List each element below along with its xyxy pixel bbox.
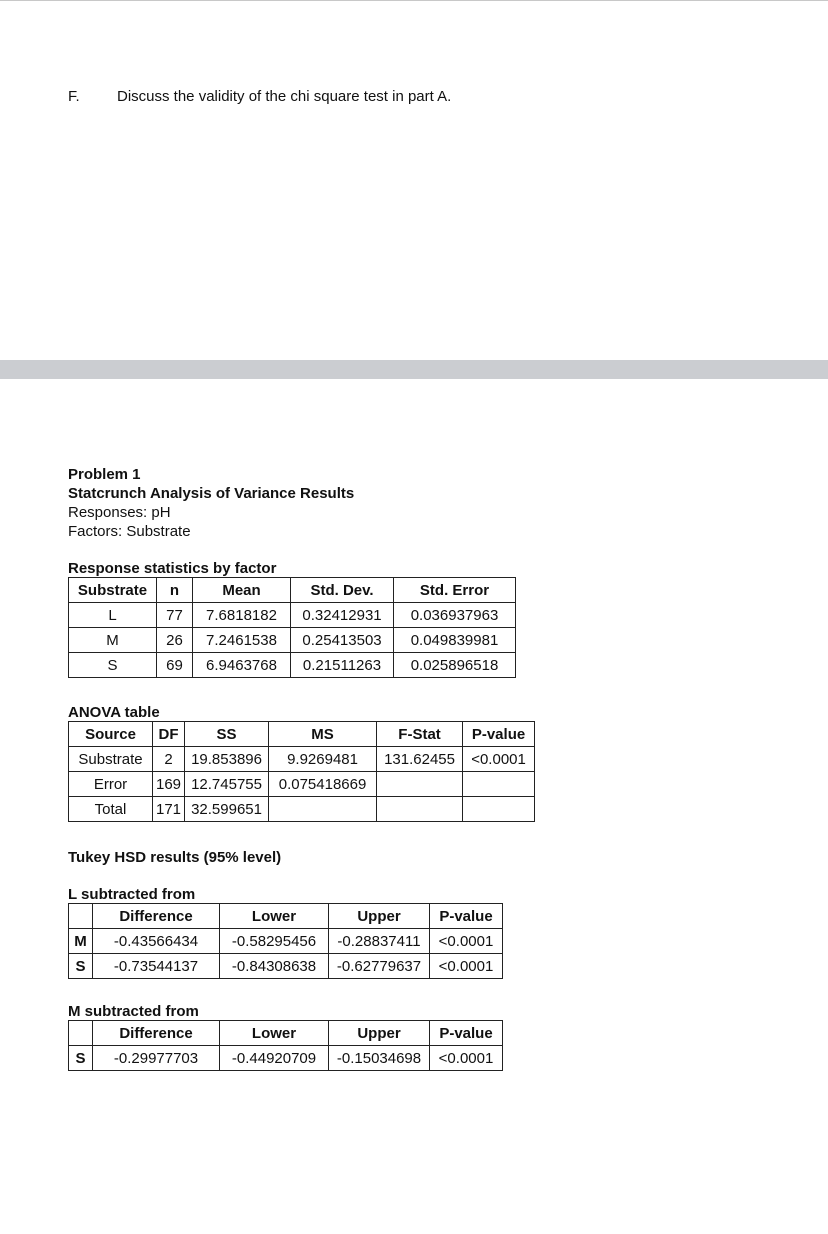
header-cell: P-value <box>430 904 503 929</box>
row-label: M <box>69 929 93 954</box>
table-cell: S <box>69 653 157 678</box>
header-cell: Upper <box>329 1021 430 1046</box>
header-cell: n <box>157 578 193 603</box>
table-row <box>69 747 535 772</box>
table-cell: 2 <box>153 747 185 772</box>
table-row <box>69 603 516 628</box>
header-cell: P-value <box>463 722 535 747</box>
analysis-title: Statcrunch Analysis of Variance Results <box>68 485 355 502</box>
table-row <box>69 772 535 797</box>
table-cell: <0.0001 <box>430 1046 503 1071</box>
table-row <box>69 954 503 979</box>
table-cell: -0.44920709 <box>220 1046 329 1071</box>
table-cell: -0.29977703 <box>93 1046 220 1071</box>
table-cell: 0.075418669 <box>269 772 377 797</box>
header-cell: P-value <box>430 1021 503 1046</box>
header-cell: Upper <box>329 904 430 929</box>
anova-table <box>68 721 535 822</box>
table-cell: -0.84308638 <box>220 954 329 979</box>
table-cell: 0.32412931 <box>291 603 394 628</box>
table-header-row <box>69 1021 503 1046</box>
header-cell: F-Stat <box>377 722 463 747</box>
header-cell: Source <box>69 722 153 747</box>
header-cell: Std. Dev. <box>291 578 394 603</box>
header-cell: Difference <box>93 904 220 929</box>
table-row <box>69 797 535 822</box>
table-cell: <0.0001 <box>430 929 503 954</box>
table-cell: -0.15034698 <box>329 1046 430 1071</box>
header-cell: Difference <box>93 1021 220 1046</box>
table-header-row <box>69 904 503 929</box>
table-cell: Total <box>69 797 153 822</box>
table-row <box>69 929 503 954</box>
table-cell: 7.6818182 <box>193 603 291 628</box>
header-cell <box>69 1021 93 1046</box>
question-text: Discuss the validity of the chi square test in part A. <box>117 88 452 105</box>
table-cell: M <box>69 628 157 653</box>
header-cell: DF <box>153 722 185 747</box>
table-cell: 0.25413503 <box>291 628 394 653</box>
table-cell: 0.21511263 <box>291 653 394 678</box>
table-cell: 19.853896 <box>185 747 269 772</box>
table-header-row <box>69 722 535 747</box>
table-header-row <box>69 578 516 603</box>
table-cell: 171 <box>153 797 185 822</box>
table-cell: 6.9463768 <box>193 653 291 678</box>
table-cell: 32.599651 <box>185 797 269 822</box>
problem-header <box>68 465 354 541</box>
responses-line: Responses: pH <box>68 504 171 521</box>
top-rule <box>0 0 828 1</box>
table-cell <box>269 797 377 822</box>
table-cell: <0.0001 <box>430 954 503 979</box>
table-cell: 9.9269481 <box>269 747 377 772</box>
response-stats-table <box>68 577 516 678</box>
page-divider <box>0 360 828 379</box>
header-cell: Mean <box>193 578 291 603</box>
table-cell: 169 <box>153 772 185 797</box>
factors-line: Factors: Substrate <box>68 523 191 540</box>
question-letter: F. <box>68 88 80 105</box>
header-cell: Lower <box>220 1021 329 1046</box>
response-stats-caption: Response statistics by factor <box>68 560 277 577</box>
table-cell: <0.0001 <box>463 747 535 772</box>
tukey-l-table <box>68 903 503 979</box>
table-cell: 77 <box>157 603 193 628</box>
table-row <box>69 653 516 678</box>
header-cell: Lower <box>220 904 329 929</box>
header-cell: SS <box>185 722 269 747</box>
table-cell: Substrate <box>69 747 153 772</box>
table-cell: -0.28837411 <box>329 929 430 954</box>
l-subtracted-caption: L subtracted from <box>68 886 196 903</box>
table-cell: -0.73544137 <box>93 954 220 979</box>
table-cell <box>463 772 535 797</box>
tukey-m-table <box>68 1020 503 1071</box>
table-cell: 12.745755 <box>185 772 269 797</box>
row-label: S <box>69 1046 93 1071</box>
row-label: S <box>69 954 93 979</box>
table-cell <box>463 797 535 822</box>
table-cell: 69 <box>157 653 193 678</box>
header-cell: MS <box>269 722 377 747</box>
table-row <box>69 628 516 653</box>
header-cell: Std. Error <box>394 578 516 603</box>
table-cell: -0.58295456 <box>220 929 329 954</box>
table-cell: -0.43566434 <box>93 929 220 954</box>
problem-title: Problem 1 <box>68 466 141 483</box>
anova-caption: ANOVA table <box>68 704 160 721</box>
table-cell: 7.2461538 <box>193 628 291 653</box>
tukey-title: Tukey HSD results (95% level) <box>68 849 282 866</box>
header-cell <box>69 904 93 929</box>
table-cell <box>377 772 463 797</box>
m-subtracted-caption: M subtracted from <box>68 1003 199 1020</box>
table-cell: 0.036937963 <box>394 603 516 628</box>
table-cell: -0.62779637 <box>329 954 430 979</box>
table-cell: 26 <box>157 628 193 653</box>
table-cell: 0.025896518 <box>394 653 516 678</box>
table-cell: L <box>69 603 157 628</box>
table-cell <box>377 797 463 822</box>
header-cell: Substrate <box>69 578 157 603</box>
table-cell: 0.049839981 <box>394 628 516 653</box>
table-cell: 131.62455 <box>377 747 463 772</box>
table-row <box>69 1046 503 1071</box>
table-cell: Error <box>69 772 153 797</box>
